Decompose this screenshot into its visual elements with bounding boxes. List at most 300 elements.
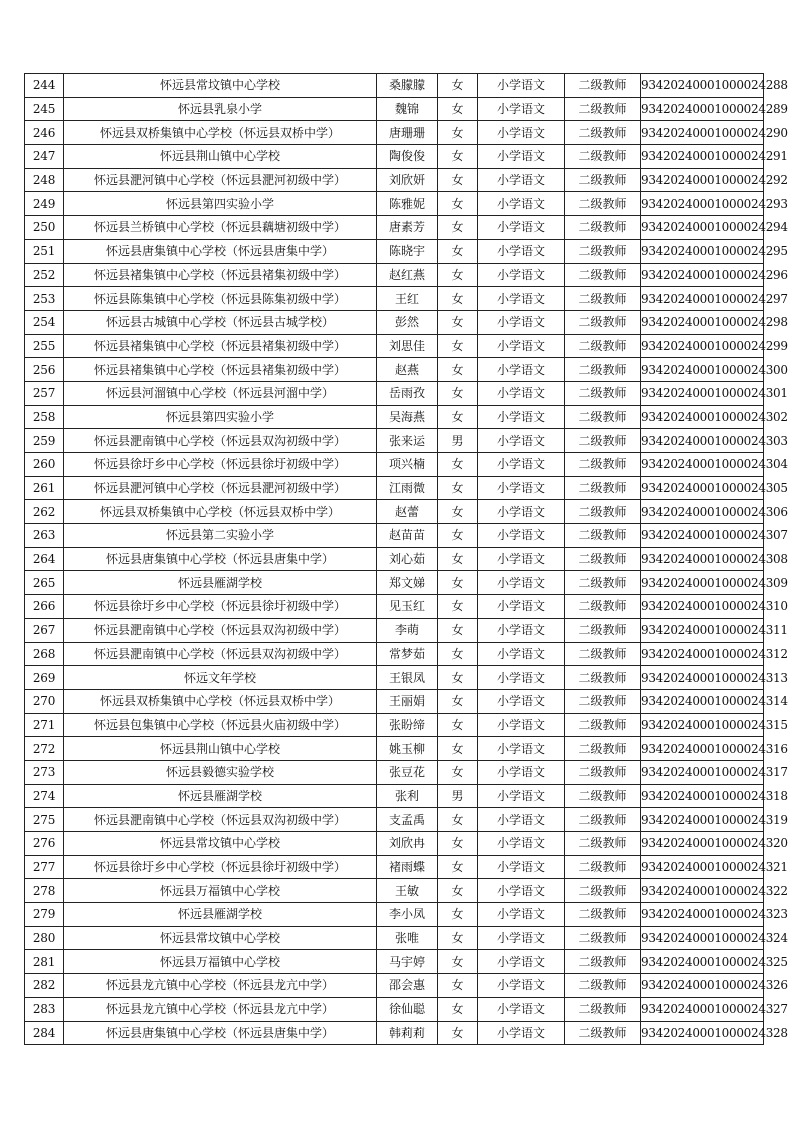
row-number-cell: 261	[25, 476, 64, 500]
subject-cell: 小学语文	[478, 453, 565, 477]
school-cell: 怀远县双桥集镇中心学校（怀远县双桥中学）	[64, 500, 377, 524]
gender-cell: 女	[438, 903, 478, 927]
subject-cell: 小学语文	[478, 571, 565, 595]
school-cell: 怀远县第二实验小学	[64, 524, 377, 548]
teacher-name-cell: 赵蕾	[377, 500, 438, 524]
gender-cell: 女	[438, 405, 478, 429]
teacher-name-cell: 唐珊珊	[377, 121, 438, 145]
teacher-name-cell: 陶俊俊	[377, 145, 438, 169]
school-cell: 怀远县第四实验小学	[64, 405, 377, 429]
gender-cell: 女	[438, 358, 478, 382]
gender-cell: 女	[438, 287, 478, 311]
gender-cell: 女	[438, 1021, 478, 1045]
table-row	[25, 145, 764, 169]
certificate-number-cell: 93420240001000024299	[641, 334, 764, 358]
table-row	[25, 689, 764, 713]
teacher-name-cell: 李小凤	[377, 903, 438, 927]
table-row	[25, 74, 764, 98]
subject-cell: 小学语文	[478, 358, 565, 382]
school-cell: 怀远县荆山镇中心学校	[64, 737, 377, 761]
subject-cell: 小学语文	[478, 666, 565, 690]
school-cell: 怀远县淝南镇中心学校（怀远县双沟初级中学）	[64, 642, 377, 666]
school-cell: 怀远县褚集镇中心学校（怀远县褚集初级中学）	[64, 358, 377, 382]
gender-cell: 女	[438, 832, 478, 856]
title-rank-cell: 二级教师	[565, 950, 641, 974]
subject-cell: 小学语文	[478, 784, 565, 808]
certificate-number-cell: 93420240001000024308	[641, 547, 764, 571]
school-cell: 怀远县淝南镇中心学校（怀远县双沟初级中学）	[64, 618, 377, 642]
table-body	[25, 74, 788, 1045]
teacher-name-cell: 王银凤	[377, 666, 438, 690]
title-rank-cell: 二级教师	[565, 263, 641, 287]
subject-cell: 小学语文	[478, 903, 565, 927]
certificate-number-cell: 93420240001000024318	[641, 784, 764, 808]
gender-cell: 女	[438, 476, 478, 500]
table-row	[25, 1021, 764, 1045]
certificate-number-cell: 93420240001000024298	[641, 310, 764, 334]
teacher-name-cell: 王敏	[377, 879, 438, 903]
school-cell: 怀远县雁湖学校	[64, 571, 377, 595]
subject-cell: 小学语文	[478, 642, 565, 666]
certificate-number-cell: 93420240001000024325	[641, 950, 764, 974]
school-cell: 怀远县常坟镇中心学校	[64, 832, 377, 856]
title-rank-cell: 二级教师	[565, 1021, 641, 1045]
school-cell: 怀远县龙亢镇中心学校（怀远县龙亢中学）	[64, 974, 377, 998]
gender-cell: 女	[438, 216, 478, 240]
row-number-cell: 260	[25, 453, 64, 477]
certificate-number-cell: 93420240001000024321	[641, 855, 764, 879]
row-number-cell: 276	[25, 832, 64, 856]
teacher-name-cell: 彭然	[377, 310, 438, 334]
subject-cell: 小学语文	[478, 192, 565, 216]
subject-cell: 小学语文	[478, 429, 565, 453]
row-number-cell: 268	[25, 642, 64, 666]
certificate-number-cell: 93420240001000024310	[641, 595, 764, 619]
subject-cell: 小学语文	[478, 832, 565, 856]
row-number-cell: 266	[25, 595, 64, 619]
subject-cell: 小学语文	[478, 239, 565, 263]
title-rank-cell: 二级教师	[565, 429, 641, 453]
subject-cell: 小学语文	[478, 310, 565, 334]
row-number-cell: 251	[25, 239, 64, 263]
title-rank-cell: 二级教师	[565, 808, 641, 832]
school-cell: 怀远县淝南镇中心学校（怀远县双沟初级中学）	[64, 429, 377, 453]
teacher-name-cell: 魏锦	[377, 97, 438, 121]
certificate-number-cell: 93420240001000024302	[641, 405, 764, 429]
subject-cell: 小学语文	[478, 713, 565, 737]
school-cell: 怀远县龙亢镇中心学校（怀远县龙亢中学）	[64, 997, 377, 1021]
subject-cell: 小学语文	[478, 997, 565, 1021]
gender-cell: 女	[438, 808, 478, 832]
school-cell: 怀远县河溜镇中心学校（怀远县河溜中学）	[64, 381, 377, 405]
subject-cell: 小学语文	[478, 405, 565, 429]
table-row	[25, 855, 764, 879]
table-row	[25, 476, 764, 500]
teacher-name-cell: 褚雨蝶	[377, 855, 438, 879]
school-cell: 怀远县常坟镇中心学校	[64, 926, 377, 950]
certificate-number-cell: 93420240001000024317	[641, 760, 764, 784]
gender-cell: 女	[438, 571, 478, 595]
teacher-name-cell: 刘心茹	[377, 547, 438, 571]
table-row	[25, 618, 764, 642]
certificate-number-cell: 93420240001000024307	[641, 524, 764, 548]
teacher-name-cell: 陈晓宇	[377, 239, 438, 263]
table-row	[25, 737, 764, 761]
subject-cell: 小学语文	[478, 737, 565, 761]
subject-cell: 小学语文	[478, 879, 565, 903]
gender-cell: 女	[438, 879, 478, 903]
gender-cell: 男	[438, 429, 478, 453]
subject-cell: 小学语文	[478, 595, 565, 619]
gender-cell: 女	[438, 381, 478, 405]
certificate-number-cell: 93420240001000024295	[641, 239, 764, 263]
row-number-cell: 257	[25, 381, 64, 405]
personnel-table	[24, 73, 788, 1045]
table-row	[25, 950, 764, 974]
title-rank-cell: 二级教师	[565, 571, 641, 595]
subject-cell: 小学语文	[478, 334, 565, 358]
gender-cell: 女	[438, 145, 478, 169]
certificate-number-cell: 93420240001000024323	[641, 903, 764, 927]
row-number-cell: 244	[25, 74, 64, 98]
school-cell: 怀远县包集镇中心学校（怀远县火庙初级中学）	[64, 713, 377, 737]
gender-cell: 女	[438, 666, 478, 690]
table-row	[25, 784, 764, 808]
title-rank-cell: 二级教师	[565, 689, 641, 713]
teacher-name-cell: 王红	[377, 287, 438, 311]
gender-cell: 女	[438, 239, 478, 263]
table-row	[25, 832, 764, 856]
title-rank-cell: 二级教师	[565, 595, 641, 619]
row-number-cell: 274	[25, 784, 64, 808]
gender-cell: 女	[438, 97, 478, 121]
table-row	[25, 334, 764, 358]
certificate-number-cell: 93420240001000024312	[641, 642, 764, 666]
title-rank-cell: 二级教师	[565, 997, 641, 1021]
row-number-cell: 246	[25, 121, 64, 145]
school-cell: 怀远县雁湖学校	[64, 784, 377, 808]
title-rank-cell: 二级教师	[565, 121, 641, 145]
subject-cell: 小学语文	[478, 500, 565, 524]
certificate-number-cell: 93420240001000024315	[641, 713, 764, 737]
row-number-cell: 280	[25, 926, 64, 950]
title-rank-cell: 二级教师	[565, 974, 641, 998]
title-rank-cell: 二级教师	[565, 145, 641, 169]
row-number-cell: 248	[25, 168, 64, 192]
teacher-name-cell: 岳雨孜	[377, 381, 438, 405]
school-cell: 怀远县褚集镇中心学校（怀远县褚集初级中学）	[64, 334, 377, 358]
certificate-number-cell: 93420240001000024309	[641, 571, 764, 595]
teacher-name-cell: 刘欣冉	[377, 832, 438, 856]
title-rank-cell: 二级教师	[565, 239, 641, 263]
title-rank-cell: 二级教师	[565, 926, 641, 950]
certificate-number-cell: 93420240001000024305	[641, 476, 764, 500]
table-row	[25, 666, 764, 690]
row-number-cell: 253	[25, 287, 64, 311]
gender-cell: 女	[438, 713, 478, 737]
row-number-cell: 252	[25, 263, 64, 287]
certificate-number-cell: 93420240001000024304	[641, 453, 764, 477]
subject-cell: 小学语文	[478, 974, 565, 998]
gender-cell: 女	[438, 453, 478, 477]
subject-cell: 小学语文	[478, 263, 565, 287]
school-cell: 怀远县双桥集镇中心学校（怀远县双桥中学）	[64, 689, 377, 713]
gender-cell: 女	[438, 547, 478, 571]
row-number-cell: 267	[25, 618, 64, 642]
title-rank-cell: 二级教师	[565, 168, 641, 192]
school-cell: 怀远县徐圩乡中心学校（怀远县徐圩初级中学）	[64, 453, 377, 477]
certificate-number-cell: 93420240001000024324	[641, 926, 764, 950]
table-row	[25, 381, 764, 405]
title-rank-cell: 二级教师	[565, 453, 641, 477]
table-row	[25, 310, 764, 334]
school-cell: 怀远县唐集镇中心学校（怀远县唐集中学）	[64, 1021, 377, 1045]
school-cell: 怀远县双桥集镇中心学校（怀远县双桥中学）	[64, 121, 377, 145]
row-number-cell: 249	[25, 192, 64, 216]
row-number-cell: 254	[25, 310, 64, 334]
teacher-name-cell: 赵燕	[377, 358, 438, 382]
row-number-cell: 256	[25, 358, 64, 382]
title-rank-cell: 二级教师	[565, 74, 641, 98]
certificate-number-cell: 93420240001000024326	[641, 974, 764, 998]
gender-cell: 女	[438, 334, 478, 358]
certificate-number-cell: 93420240001000024327	[641, 997, 764, 1021]
subject-cell: 小学语文	[478, 547, 565, 571]
row-number-cell: 272	[25, 737, 64, 761]
row-number-cell: 282	[25, 974, 64, 998]
title-rank-cell: 二级教师	[565, 405, 641, 429]
certificate-number-cell: 93420240001000024291	[641, 145, 764, 169]
gender-cell: 女	[438, 950, 478, 974]
title-rank-cell: 二级教师	[565, 903, 641, 927]
subject-cell: 小学语文	[478, 760, 565, 784]
table-row	[25, 524, 764, 548]
teacher-name-cell: 见玉红	[377, 595, 438, 619]
title-rank-cell: 二级教师	[565, 855, 641, 879]
table-row	[25, 405, 764, 429]
row-number-cell: 273	[25, 760, 64, 784]
subject-cell: 小学语文	[478, 476, 565, 500]
teacher-name-cell: 郑文娣	[377, 571, 438, 595]
table-row	[25, 168, 764, 192]
teacher-name-cell: 王丽娟	[377, 689, 438, 713]
certificate-number-cell: 93420240001000024296	[641, 263, 764, 287]
teacher-name-cell: 常梦茹	[377, 642, 438, 666]
title-rank-cell: 二级教师	[565, 524, 641, 548]
teacher-name-cell: 刘欣妍	[377, 168, 438, 192]
row-number-cell: 259	[25, 429, 64, 453]
school-cell: 怀远县淝河镇中心学校（怀远县淝河初级中学）	[64, 476, 377, 500]
title-rank-cell: 二级教师	[565, 713, 641, 737]
gender-cell: 女	[438, 926, 478, 950]
table-row	[25, 358, 764, 382]
teacher-name-cell: 唐素芳	[377, 216, 438, 240]
subject-cell: 小学语文	[478, 808, 565, 832]
teacher-name-cell: 邵会惠	[377, 974, 438, 998]
gender-cell: 女	[438, 168, 478, 192]
row-number-cell: 277	[25, 855, 64, 879]
row-number-cell: 258	[25, 405, 64, 429]
subject-cell: 小学语文	[478, 524, 565, 548]
row-number-cell: 275	[25, 808, 64, 832]
teacher-name-cell: 李萌	[377, 618, 438, 642]
teacher-name-cell: 姚玉柳	[377, 737, 438, 761]
subject-cell: 小学语文	[478, 618, 565, 642]
table-row	[25, 595, 764, 619]
teacher-name-cell: 桑朦朦	[377, 74, 438, 98]
school-cell: 怀远县第四实验小学	[64, 192, 377, 216]
row-number-cell: 247	[25, 145, 64, 169]
subject-cell: 小学语文	[478, 287, 565, 311]
table-row	[25, 808, 764, 832]
subject-cell: 小学语文	[478, 168, 565, 192]
subject-cell: 小学语文	[478, 1021, 565, 1045]
title-rank-cell: 二级教师	[565, 642, 641, 666]
gender-cell: 女	[438, 855, 478, 879]
subject-cell: 小学语文	[478, 381, 565, 405]
gender-cell: 男	[438, 784, 478, 808]
teacher-name-cell: 赵红燕	[377, 263, 438, 287]
row-number-cell: 245	[25, 97, 64, 121]
title-rank-cell: 二级教师	[565, 216, 641, 240]
title-rank-cell: 二级教师	[565, 310, 641, 334]
certificate-number-cell: 93420240001000024294	[641, 216, 764, 240]
title-rank-cell: 二级教师	[565, 358, 641, 382]
table-row	[25, 263, 764, 287]
gender-cell: 女	[438, 618, 478, 642]
teacher-name-cell: 张唯	[377, 926, 438, 950]
teacher-name-cell: 赵苗苗	[377, 524, 438, 548]
teacher-name-cell: 徐仙聪	[377, 997, 438, 1021]
subject-cell: 小学语文	[478, 97, 565, 121]
row-number-cell: 250	[25, 216, 64, 240]
title-rank-cell: 二级教师	[565, 737, 641, 761]
certificate-number-cell: 93420240001000024316	[641, 737, 764, 761]
subject-cell: 小学语文	[478, 121, 565, 145]
table-row	[25, 571, 764, 595]
certificate-number-cell: 93420240001000024320	[641, 832, 764, 856]
certificate-number-cell: 93420240001000024311	[641, 618, 764, 642]
table-row	[25, 453, 764, 477]
title-rank-cell: 二级教师	[565, 784, 641, 808]
gender-cell: 女	[438, 974, 478, 998]
title-rank-cell: 二级教师	[565, 381, 641, 405]
gender-cell: 女	[438, 595, 478, 619]
teacher-name-cell: 张利	[377, 784, 438, 808]
gender-cell: 女	[438, 121, 478, 145]
title-rank-cell: 二级教师	[565, 760, 641, 784]
school-cell: 怀远县淝南镇中心学校（怀远县双沟初级中学）	[64, 808, 377, 832]
subject-cell: 小学语文	[478, 950, 565, 974]
title-rank-cell: 二级教师	[565, 666, 641, 690]
subject-cell: 小学语文	[478, 926, 565, 950]
teacher-name-cell: 支孟禹	[377, 808, 438, 832]
school-cell: 怀远县唐集镇中心学校（怀远县唐集中学）	[64, 547, 377, 571]
school-cell: 怀远县徐圩乡中心学校（怀远县徐圩初级中学）	[64, 595, 377, 619]
row-number-cell: 279	[25, 903, 64, 927]
teacher-name-cell: 张来运	[377, 429, 438, 453]
row-number-cell: 255	[25, 334, 64, 358]
teacher-name-cell: 张豆花	[377, 760, 438, 784]
row-number-cell: 264	[25, 547, 64, 571]
title-rank-cell: 二级教师	[565, 192, 641, 216]
table-row	[25, 121, 764, 145]
school-cell: 怀远县乳泉小学	[64, 97, 377, 121]
title-rank-cell: 二级教师	[565, 500, 641, 524]
teacher-name-cell: 马宇婷	[377, 950, 438, 974]
subject-cell: 小学语文	[478, 689, 565, 713]
certificate-number-cell: 93420240001000024303	[641, 429, 764, 453]
certificate-number-cell: 93420240001000024314	[641, 689, 764, 713]
table-row	[25, 287, 764, 311]
subject-cell: 小学语文	[478, 855, 565, 879]
title-rank-cell: 二级教师	[565, 547, 641, 571]
school-cell: 怀远县褚集镇中心学校（怀远县褚集初级中学）	[64, 263, 377, 287]
table-row	[25, 192, 764, 216]
teacher-name-cell: 项兴楠	[377, 453, 438, 477]
subject-cell: 小学语文	[478, 216, 565, 240]
certificate-number-cell: 93420240001000024322	[641, 879, 764, 903]
table-row	[25, 903, 764, 927]
school-cell: 怀远县唐集镇中心学校（怀远县唐集中学）	[64, 239, 377, 263]
certificate-number-cell: 93420240001000024290	[641, 121, 764, 145]
certificate-number-cell: 93420240001000024289	[641, 97, 764, 121]
title-rank-cell: 二级教师	[565, 287, 641, 311]
table-row	[25, 500, 764, 524]
teacher-name-cell: 张盼缔	[377, 713, 438, 737]
row-number-cell: 271	[25, 713, 64, 737]
gender-cell: 女	[438, 524, 478, 548]
school-cell: 怀远县荆山镇中心学校	[64, 145, 377, 169]
table-row	[25, 760, 764, 784]
table-row	[25, 879, 764, 903]
certificate-number-cell: 93420240001000024301	[641, 381, 764, 405]
title-rank-cell: 二级教师	[565, 832, 641, 856]
gender-cell: 女	[438, 74, 478, 98]
subject-cell: 小学语文	[478, 74, 565, 98]
teacher-name-cell: 韩莉莉	[377, 1021, 438, 1045]
certificate-number-cell: 93420240001000024297	[641, 287, 764, 311]
table-row	[25, 239, 764, 263]
school-cell: 怀远县万福镇中心学校	[64, 950, 377, 974]
school-cell: 怀远文年学校	[64, 666, 377, 690]
table-row	[25, 926, 764, 950]
school-cell: 怀远县陈集镇中心学校（怀远县陈集初级中学）	[64, 287, 377, 311]
gender-cell: 女	[438, 642, 478, 666]
row-number-cell: 278	[25, 879, 64, 903]
certificate-number-cell: 93420240001000024292	[641, 168, 764, 192]
teacher-name-cell: 刘思佳	[377, 334, 438, 358]
school-cell: 怀远县兰桥镇中心学校（怀远县藕塘初级中学）	[64, 216, 377, 240]
table-row	[25, 997, 764, 1021]
school-cell: 怀远县徐圩乡中心学校（怀远县徐圩初级中学）	[64, 855, 377, 879]
school-cell: 怀远县淝河镇中心学校（怀远县淝河初级中学）	[64, 168, 377, 192]
school-cell: 怀远县毅德实验学校	[64, 760, 377, 784]
gender-cell: 女	[438, 689, 478, 713]
gender-cell: 女	[438, 997, 478, 1021]
subject-cell: 小学语文	[478, 145, 565, 169]
school-cell: 怀远县雁湖学校	[64, 903, 377, 927]
table-row	[25, 216, 764, 240]
school-cell: 怀远县古城镇中心学校（怀远县古城学校）	[64, 310, 377, 334]
certificate-number-cell: 93420240001000024319	[641, 808, 764, 832]
school-cell: 怀远县万福镇中心学校	[64, 879, 377, 903]
gender-cell: 女	[438, 263, 478, 287]
title-rank-cell: 二级教师	[565, 97, 641, 121]
teacher-name-cell: 江雨微	[377, 476, 438, 500]
table-row	[25, 547, 764, 571]
row-number-cell: 263	[25, 524, 64, 548]
